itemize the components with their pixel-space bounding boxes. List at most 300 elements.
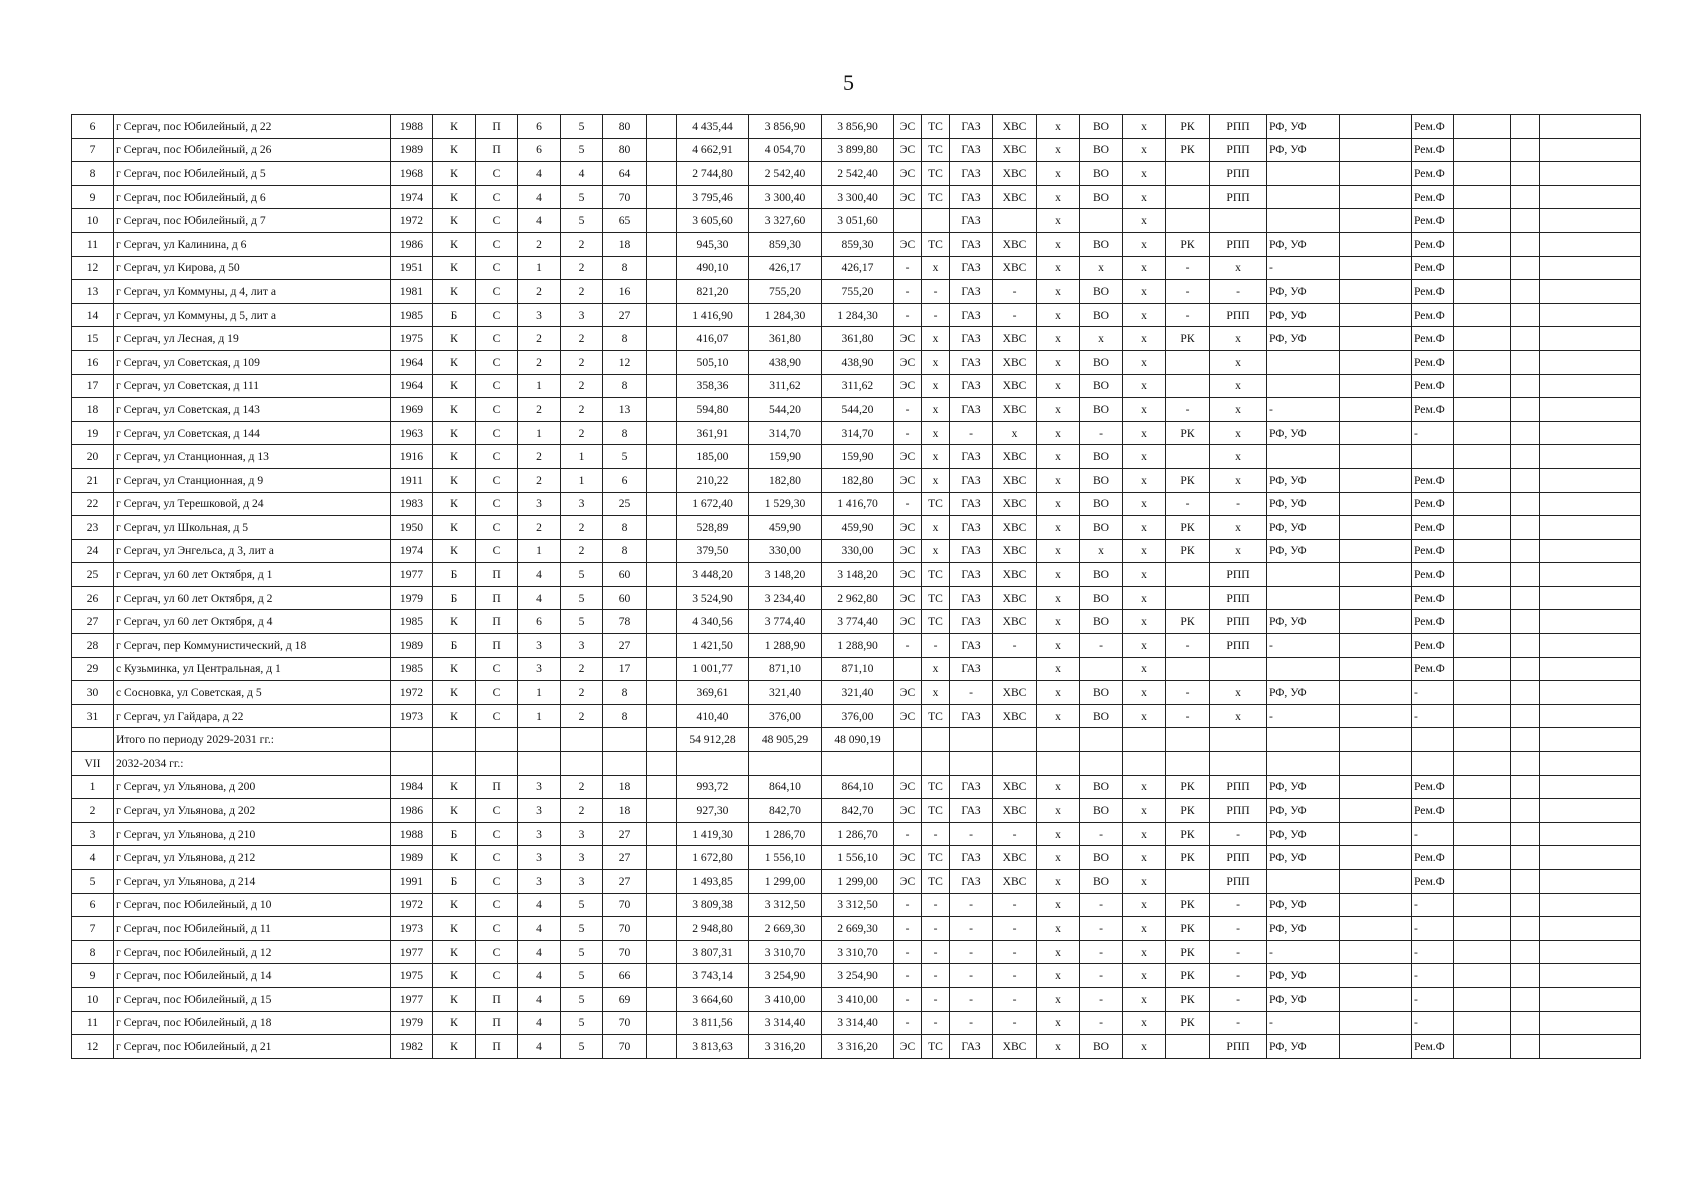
table-cell — [1166, 1035, 1210, 1059]
table-cell — [1454, 350, 1511, 374]
table-row — [72, 445, 1641, 469]
table-cell: с Кузьминка, ул Центральная, д 1 — [114, 657, 391, 681]
table-cell: ВО — [1080, 138, 1123, 162]
table-cell: РПП — [1210, 846, 1267, 870]
table-cell — [647, 752, 677, 776]
table-cell: 459,90 — [749, 516, 822, 540]
table-cell: С — [476, 940, 518, 964]
table-cell — [647, 303, 677, 327]
table-cell: 24 — [72, 539, 114, 563]
table-cell — [647, 657, 677, 681]
table-cell — [1454, 586, 1511, 610]
table-cell: Рем.Ф — [1412, 657, 1454, 681]
table-cell: РК — [1166, 138, 1210, 162]
table-cell — [1080, 657, 1123, 681]
table-cell: - — [894, 280, 922, 304]
table-cell: Рем.Ф — [1412, 610, 1454, 634]
table-cell: 871,10 — [749, 657, 822, 681]
table-row — [72, 728, 1641, 752]
table-cell: - — [1210, 822, 1267, 846]
table-cell: 14 — [72, 303, 114, 327]
table-cell: 410,40 — [677, 704, 749, 728]
table-cell — [647, 115, 677, 139]
table-cell: РПП — [1210, 610, 1267, 634]
table-cell: С — [476, 398, 518, 422]
table-cell — [1340, 822, 1412, 846]
table-cell — [1511, 516, 1540, 540]
table-row — [72, 610, 1641, 634]
table-cell — [1540, 634, 1641, 658]
table-cell — [1540, 728, 1641, 752]
table-cell — [1454, 799, 1511, 823]
table-cell: 4 — [518, 987, 561, 1011]
table-cell: 330,00 — [749, 539, 822, 563]
table-cell: х — [1123, 138, 1166, 162]
table-cell: х — [1037, 516, 1080, 540]
table-cell — [894, 752, 922, 776]
table-cell: 1983 — [391, 492, 433, 516]
table-cell: г Сергач, ул Коммуны, д 5, лит а — [114, 303, 391, 327]
table-cell: - — [1080, 421, 1123, 445]
table-cell: - — [993, 964, 1037, 988]
table-cell — [1340, 893, 1412, 917]
table-cell: х — [1080, 256, 1123, 280]
table-cell — [1340, 940, 1412, 964]
table-cell: 27 — [72, 610, 114, 634]
table-cell: 1 284,30 — [822, 303, 894, 327]
table-cell: 864,10 — [749, 775, 822, 799]
table-cell: - — [950, 940, 993, 964]
table-cell: х — [922, 398, 950, 422]
table-cell — [1540, 987, 1641, 1011]
table-cell: х — [1123, 516, 1166, 540]
table-cell: х — [922, 468, 950, 492]
table-cell: 22 — [72, 492, 114, 516]
table-cell — [1080, 209, 1123, 233]
table-cell: Рем.Ф — [1412, 775, 1454, 799]
table-cell: 5 — [561, 964, 603, 988]
table-cell — [1511, 563, 1540, 587]
table-cell: Рем.Ф — [1412, 185, 1454, 209]
table-cell: 12 — [603, 350, 647, 374]
table-cell: х — [1123, 634, 1166, 658]
table-cell: х — [1123, 492, 1166, 516]
table-cell: 1974 — [391, 185, 433, 209]
table-cell: ТС — [922, 1035, 950, 1059]
table-cell: х — [1123, 775, 1166, 799]
table-cell — [647, 256, 677, 280]
table-cell: - — [993, 987, 1037, 1011]
table-cell — [647, 1011, 677, 1035]
table-cell: - — [1166, 704, 1210, 728]
table-row — [72, 940, 1641, 964]
table-cell — [1454, 775, 1511, 799]
table-cell: 13 — [72, 280, 114, 304]
table-cell — [1166, 586, 1210, 610]
table-cell: г Сергач, пос Юбилейный, д 6 — [114, 185, 391, 209]
table-cell — [476, 728, 518, 752]
table-cell — [647, 327, 677, 351]
table-cell: х — [1123, 209, 1166, 233]
table-cell — [1540, 468, 1641, 492]
table-cell: 2 — [561, 350, 603, 374]
table-cell: ХВС — [993, 586, 1037, 610]
table-cell: х — [1037, 303, 1080, 327]
table-cell: 871,10 — [822, 657, 894, 681]
table-cell: 2 — [561, 704, 603, 728]
table-cell: х — [922, 256, 950, 280]
table-cell — [1511, 893, 1540, 917]
table-cell: Рем.Ф — [1412, 586, 1454, 610]
table-cell: - — [922, 634, 950, 658]
table-cell: 4 — [518, 1035, 561, 1059]
table-cell — [647, 280, 677, 304]
table-cell: ХВС — [993, 162, 1037, 186]
table-cell — [1454, 940, 1511, 964]
table-cell: ВО — [1080, 232, 1123, 256]
table-cell: ТС — [922, 846, 950, 870]
table-cell: х — [1123, 870, 1166, 894]
table-cell — [950, 728, 993, 752]
table-cell: 2 669,30 — [749, 917, 822, 941]
table-cell — [1267, 657, 1340, 681]
table-cell: С — [476, 917, 518, 941]
table-cell: 2 — [561, 232, 603, 256]
table-cell: 1989 — [391, 634, 433, 658]
table-row — [72, 421, 1641, 445]
table-cell: РПП — [1210, 586, 1267, 610]
table-cell: П — [476, 1035, 518, 1059]
table-cell: - — [1210, 492, 1267, 516]
table-cell: - — [950, 987, 993, 1011]
table-cell: ЭС — [894, 468, 922, 492]
table-cell: ГАЗ — [950, 563, 993, 587]
table-cell — [72, 728, 114, 752]
table-cell: 4 — [518, 940, 561, 964]
table-cell: 1 — [518, 539, 561, 563]
table-cell: ЭС — [894, 138, 922, 162]
table-cell: х — [922, 350, 950, 374]
table-cell: 864,10 — [822, 775, 894, 799]
table-cell: 3 795,46 — [677, 185, 749, 209]
table-cell — [433, 752, 476, 776]
table-cell: РК — [1166, 846, 1210, 870]
table-cell — [1540, 445, 1641, 469]
table-cell: 3 312,50 — [822, 893, 894, 917]
table-cell: 8 — [603, 327, 647, 351]
table-cell: 8 — [603, 516, 647, 540]
table-cell: ГАЗ — [950, 232, 993, 256]
table-cell: П — [476, 1011, 518, 1035]
table-cell — [1511, 752, 1540, 776]
table-cell: х — [1123, 964, 1166, 988]
table-cell — [647, 917, 677, 941]
table-cell: С — [476, 209, 518, 233]
table-cell — [1210, 657, 1267, 681]
table-cell: РФ, УФ — [1267, 280, 1340, 304]
table-row — [72, 1011, 1641, 1035]
table-cell — [950, 752, 993, 776]
table-cell: 3 811,56 — [677, 1011, 749, 1035]
table-cell — [1540, 846, 1641, 870]
table-cell: ХВС — [993, 256, 1037, 280]
table-cell: 3 605,60 — [677, 209, 749, 233]
table-row — [72, 138, 1641, 162]
table-cell: Рем.Ф — [1412, 516, 1454, 540]
table-cell: 4 — [518, 586, 561, 610]
table-cell — [1340, 115, 1412, 139]
table-cell: РФ, УФ — [1267, 303, 1340, 327]
table-cell: Рем.Ф — [1412, 115, 1454, 139]
table-row — [72, 917, 1641, 941]
table-cell: РФ, УФ — [1267, 138, 1340, 162]
table-cell: 27 — [603, 634, 647, 658]
table-cell: РК — [1166, 775, 1210, 799]
table-cell: 3 664,60 — [677, 987, 749, 1011]
table-cell: 1 288,90 — [749, 634, 822, 658]
table-cell — [1540, 775, 1641, 799]
table-cell: 3 774,40 — [749, 610, 822, 634]
table-cell: ТС — [922, 115, 950, 139]
table-cell: 2 542,40 — [749, 162, 822, 186]
table-cell: г Сергач, ул Ульянова, д 200 — [114, 775, 391, 799]
table-cell: 4 — [518, 563, 561, 587]
table-cell: К — [433, 539, 476, 563]
table-cell — [922, 728, 950, 752]
table-cell: 2 — [561, 799, 603, 823]
table-cell — [1511, 492, 1540, 516]
table-cell: 3 — [561, 822, 603, 846]
table-cell: К — [433, 468, 476, 492]
table-cell: 5 — [561, 893, 603, 917]
table-cell: 3 410,00 — [822, 987, 894, 1011]
table-cell: 4 054,70 — [749, 138, 822, 162]
table-cell: ХВС — [993, 799, 1037, 823]
table-cell: 5 — [561, 138, 603, 162]
table-cell: г Сергач, ул Ульянова, д 210 — [114, 822, 391, 846]
table-cell: х — [1037, 398, 1080, 422]
table-cell — [1267, 728, 1340, 752]
table-cell: ВО — [1080, 870, 1123, 894]
table-cell: ВО — [1080, 775, 1123, 799]
table-cell: ГАЗ — [950, 870, 993, 894]
table-cell: Рем.Ф — [1412, 209, 1454, 233]
table-cell: - — [950, 893, 993, 917]
table-cell: 1985 — [391, 303, 433, 327]
table-cell — [1511, 280, 1540, 304]
table-cell — [922, 752, 950, 776]
table-cell: РФ, УФ — [1267, 917, 1340, 941]
table-cell — [1340, 539, 1412, 563]
table-cell: - — [894, 634, 922, 658]
table-row — [72, 280, 1641, 304]
table-cell — [1540, 185, 1641, 209]
table-cell: 1 — [518, 421, 561, 445]
table-cell: х — [1210, 421, 1267, 445]
table-cell: 5 — [561, 115, 603, 139]
table-cell: 2 — [561, 280, 603, 304]
table-cell: ВО — [1080, 704, 1123, 728]
table-cell — [647, 893, 677, 917]
table-cell: г Сергач, ул Советская, д 143 — [114, 398, 391, 422]
table-cell: 16 — [603, 280, 647, 304]
table-cell — [1540, 681, 1641, 705]
table-cell: ХВС — [993, 563, 1037, 587]
table-cell: РПП — [1210, 115, 1267, 139]
table-cell: 8 — [603, 374, 647, 398]
table-cell: ХВС — [993, 185, 1037, 209]
table-cell: ТС — [922, 586, 950, 610]
table-cell: 358,36 — [677, 374, 749, 398]
table-cell — [647, 209, 677, 233]
table-cell: - — [1412, 704, 1454, 728]
table-cell: 3 856,90 — [822, 115, 894, 139]
table-cell: ГАЗ — [950, 398, 993, 422]
table-cell — [677, 752, 749, 776]
table-cell: - — [1210, 1011, 1267, 1035]
table-cell: ХВС — [993, 445, 1037, 469]
table-cell: 1991 — [391, 870, 433, 894]
table-cell: 3 — [518, 492, 561, 516]
table-cell: х — [1210, 445, 1267, 469]
table-cell: ВО — [1080, 398, 1123, 422]
table-cell — [1540, 398, 1641, 422]
table-cell: ТС — [922, 232, 950, 256]
table-cell: К — [433, 209, 476, 233]
table-cell — [1412, 445, 1454, 469]
table-cell: Рем.Ф — [1412, 468, 1454, 492]
table-cell — [1511, 209, 1540, 233]
table-cell: С — [476, 374, 518, 398]
table-cell: 1 288,90 — [822, 634, 894, 658]
table-cell — [1340, 775, 1412, 799]
table-cell: 2 — [518, 327, 561, 351]
table-cell: 1977 — [391, 987, 433, 1011]
table-cell — [1454, 681, 1511, 705]
table-cell: х — [1123, 398, 1166, 422]
table-cell: ГАЗ — [950, 775, 993, 799]
table-cell: 159,90 — [822, 445, 894, 469]
table-cell: 5 — [561, 940, 603, 964]
table-cell — [1511, 303, 1540, 327]
table-cell: 2 — [561, 775, 603, 799]
table-cell: ХВС — [993, 115, 1037, 139]
table-cell — [647, 775, 677, 799]
table-cell — [647, 681, 677, 705]
table-cell — [1454, 728, 1511, 752]
table-cell: - — [922, 822, 950, 846]
table-cell: 3 — [72, 822, 114, 846]
table-cell — [1340, 468, 1412, 492]
table-row — [72, 232, 1641, 256]
table-cell: 60 — [603, 563, 647, 587]
table-cell: С — [476, 421, 518, 445]
table-cell — [1166, 870, 1210, 894]
table-cell: - — [950, 681, 993, 705]
table-cell: х — [1037, 987, 1080, 1011]
table-cell: С — [476, 964, 518, 988]
table-cell: 3 — [518, 634, 561, 658]
table-cell: С — [476, 185, 518, 209]
table-cell: с Сосновка, ул Советская, д 5 — [114, 681, 391, 705]
table-cell: РК — [1166, 115, 1210, 139]
table-cell: 182,80 — [749, 468, 822, 492]
table-cell: 1977 — [391, 940, 433, 964]
table-cell — [1340, 185, 1412, 209]
table-cell: ВО — [1080, 162, 1123, 186]
table-cell: х — [1123, 704, 1166, 728]
table-cell: ХВС — [993, 468, 1037, 492]
table-cell: х — [922, 539, 950, 563]
table-cell: - — [1080, 822, 1123, 846]
table-cell: х — [1037, 634, 1080, 658]
table-cell — [1511, 1035, 1540, 1059]
table-cell: - — [894, 893, 922, 917]
table-cell: х — [1123, 917, 1166, 941]
table-cell — [1340, 563, 1412, 587]
table-cell: - — [1412, 893, 1454, 917]
table-cell — [1267, 586, 1340, 610]
table-cell: г Сергач, ул Кирова, д 50 — [114, 256, 391, 280]
table-cell — [993, 752, 1037, 776]
table-cell: - — [1412, 940, 1454, 964]
table-cell: х — [1123, 185, 1166, 209]
table-cell — [1166, 185, 1210, 209]
table-cell — [1511, 681, 1540, 705]
table-cell: ЭС — [894, 539, 922, 563]
table-cell: 5 — [561, 987, 603, 1011]
table-cell: С — [476, 870, 518, 894]
table-cell: К — [433, 1035, 476, 1059]
table-cell: 8 — [603, 421, 647, 445]
table-cell: ВО — [1080, 799, 1123, 823]
table-cell: Рем.Ф — [1412, 539, 1454, 563]
table-cell: Б — [433, 563, 476, 587]
table-cell — [1267, 185, 1340, 209]
table-cell — [1511, 350, 1540, 374]
table-cell: х — [1037, 563, 1080, 587]
table-cell: РФ, УФ — [1267, 799, 1340, 823]
table-cell: х — [1037, 209, 1080, 233]
table-cell: К — [433, 917, 476, 941]
table-cell: 70 — [603, 1035, 647, 1059]
table-cell — [647, 704, 677, 728]
table-cell: 4 662,91 — [677, 138, 749, 162]
table-cell: 3 — [561, 303, 603, 327]
table-cell: 1 — [518, 704, 561, 728]
table-cell: ГАЗ — [950, 138, 993, 162]
table-cell — [1412, 728, 1454, 752]
table-cell — [647, 492, 677, 516]
table-cell: 1968 — [391, 162, 433, 186]
table-cell: - — [993, 893, 1037, 917]
table-cell: 438,90 — [749, 350, 822, 374]
table-cell: К — [433, 138, 476, 162]
table-cell: х — [1123, 256, 1166, 280]
table-cell: г Сергач, пер Коммунистический, д 18 — [114, 634, 391, 658]
table-cell: г Сергач, пос Юбилейный, д 14 — [114, 964, 391, 988]
table-cell: РФ, УФ — [1267, 421, 1340, 445]
table-cell — [1540, 115, 1641, 139]
table-cell: РК — [1166, 799, 1210, 823]
table-cell: 60 — [603, 586, 647, 610]
table-cell — [647, 610, 677, 634]
table-cell: ТС — [922, 563, 950, 587]
table-cell: ВО — [1080, 185, 1123, 209]
table-cell: 821,20 — [677, 280, 749, 304]
table-cell: - — [1166, 256, 1210, 280]
table-cell: ЭС — [894, 563, 922, 587]
